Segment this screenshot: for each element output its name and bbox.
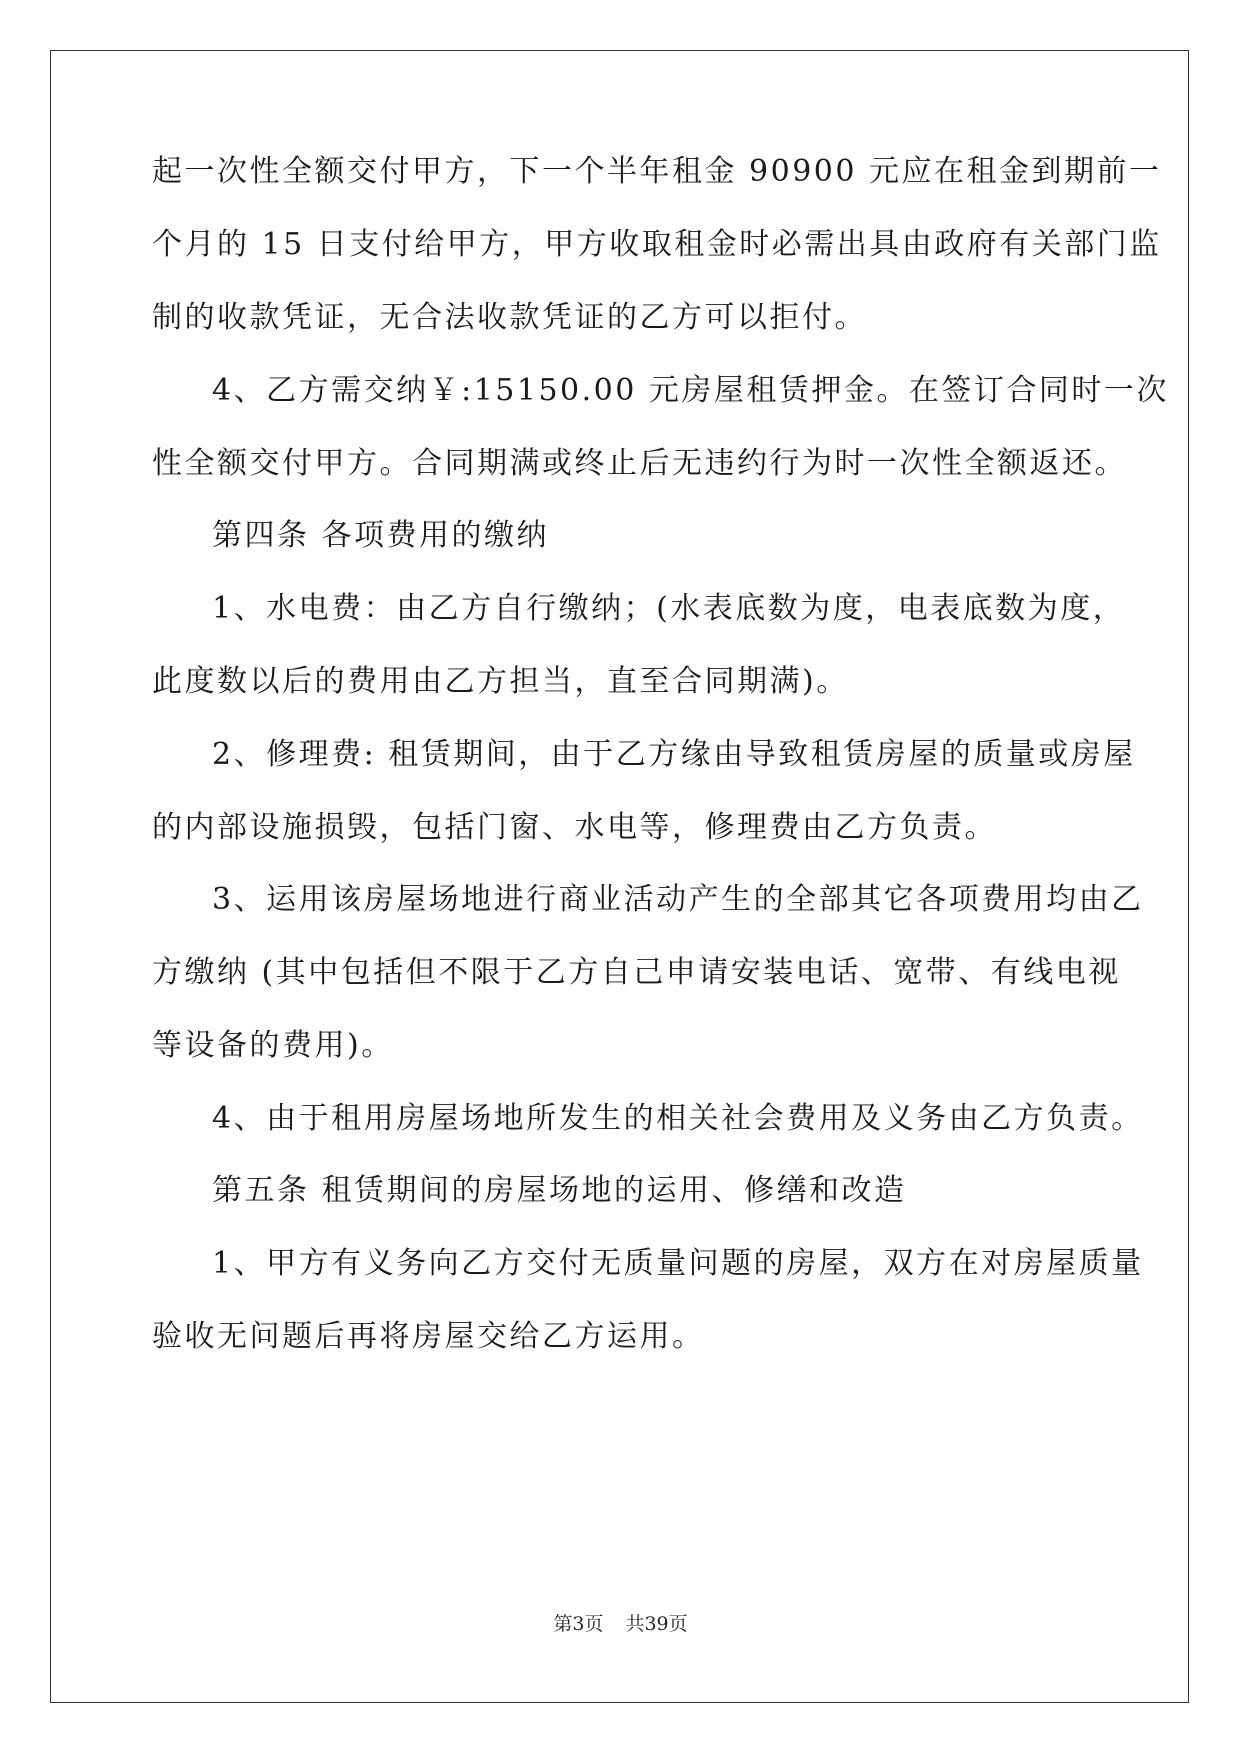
paragraph-line: 1、水电费：由乙方自行缴纳；(水表底数为度，电表底数为度， [212, 591, 1126, 626]
paragraph-line: 验收无问题后再将房屋交给乙方运用。 [152, 1319, 705, 1354]
paragraph-line: 4、由于租用房屋场地所发生的相关社会费用及义务由乙方负责。 [212, 1101, 1144, 1136]
paragraph-line: 个月的 15 日支付给甲方，甲方收取租金时必需出具由政府有关部门监 [152, 227, 1162, 262]
paragraph-line: 方缴纳 (其中包括但不限于乙方自己申请安装电话、宽带、有线电视 [152, 955, 1121, 990]
paragraph-line: 起一次性全额交付甲方，下一个半年租金 90900 元应在租金到期前一 [152, 154, 1162, 189]
paragraph-line: 的内部设施损毁，包括门窗、水电等，修理费由乙方负责。 [152, 810, 997, 845]
section-heading: 第四条 各项费用的缴纳 [212, 518, 550, 553]
page-number-total: 共39页 [625, 1613, 688, 1635]
paragraph-line: 1、甲方有义务向乙方交付无质量问题的房屋，双方在对房屋质量 [212, 1246, 1144, 1281]
paragraph-line: 3、运用该房屋场地进行商业活动产生的全部其它各项费用均由乙 [212, 882, 1144, 917]
paragraph-line: 此度数以后的费用由乙方担当，直至合同期满)。 [152, 664, 849, 699]
page-footer [0, 1612, 1241, 1636]
paragraph-line: 性全额交付甲方。合同期满或终止后无违约行为时一次性全额返还。 [152, 446, 1127, 481]
paragraph-line: 4、乙方需交纳￥:15150.00 元房屋租赁押金。在签订合同时一次 [212, 373, 1169, 408]
paragraph-line: 2、修理费: 租赁期间，由于乙方缘由导致租赁房屋的质量或房屋 [212, 737, 1136, 772]
section-heading: 第五条 租赁期间的房屋场地的运用、修缮和改造 [212, 1173, 907, 1208]
paragraph-line: 制的收款凭证，无合法收款凭证的乙方可以拒付。 [152, 300, 867, 335]
paragraph-line: 等设备的费用)。 [152, 1028, 394, 1063]
page-number-current: 第3页 [553, 1613, 604, 1635]
